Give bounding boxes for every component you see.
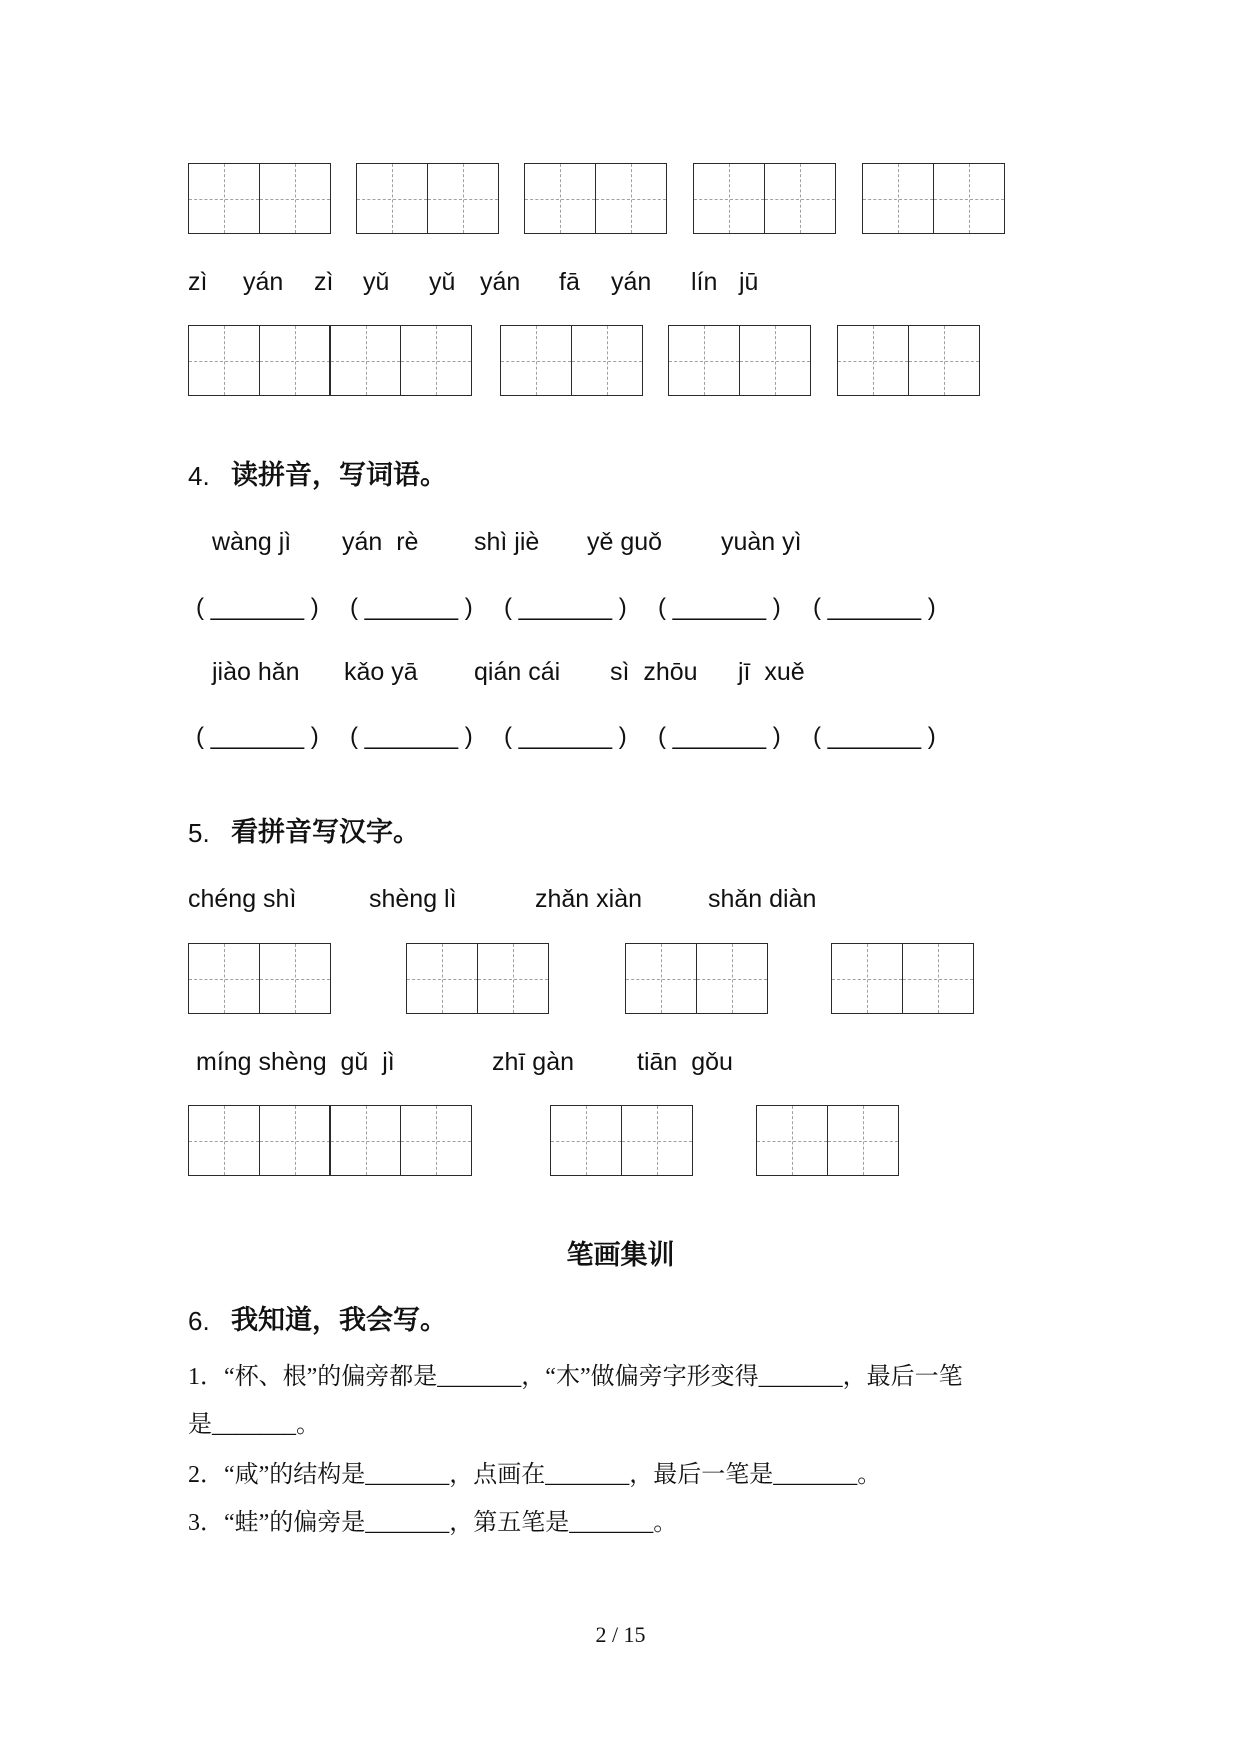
grid-cell xyxy=(524,163,596,234)
grid-cell xyxy=(571,325,643,396)
pinyin-label: yán rè xyxy=(342,528,419,556)
writing-grid xyxy=(188,163,331,234)
grid-cell xyxy=(400,325,472,396)
grid-cell xyxy=(477,943,549,1014)
pinyin-label: zhǎn xiàn xyxy=(535,885,643,913)
grid-cell xyxy=(764,163,836,234)
grid-cell xyxy=(668,325,740,396)
pinyin-label: chéng shì xyxy=(188,885,297,913)
grid-cell xyxy=(259,1105,331,1176)
grid-cell xyxy=(756,1105,828,1176)
writing-grid xyxy=(188,325,472,396)
pinyin-label: qián cái xyxy=(474,658,561,686)
pinyin-label: yǔ xyxy=(429,268,456,296)
answer-blank: ( _______ ) xyxy=(350,594,473,621)
grid-cell xyxy=(188,1105,260,1176)
grid-cell xyxy=(329,325,401,396)
answer-blank: ( _______ ) xyxy=(350,723,473,750)
answer-blank: ( _______ ) xyxy=(813,594,936,621)
grid-cell xyxy=(827,1105,899,1176)
writing-grid xyxy=(550,1105,693,1176)
pinyin-label: sì zhōu xyxy=(610,658,698,686)
pinyin-label: lín xyxy=(691,268,718,296)
writing-grid xyxy=(188,1105,472,1176)
pinyin-label: kǎo yā xyxy=(344,658,418,686)
grid-cell xyxy=(406,943,478,1014)
page-number: 2 / 15 xyxy=(595,1622,646,1647)
grid-cell xyxy=(837,325,909,396)
pinyin-label: yě guǒ xyxy=(587,528,663,556)
writing-grid xyxy=(500,325,643,396)
writing-grid xyxy=(524,163,667,234)
pinyin-label: yán xyxy=(243,268,284,296)
answer-blank: ( _______ ) xyxy=(658,723,781,750)
grid-cell xyxy=(259,325,331,396)
grid-cell xyxy=(595,163,667,234)
writing-grid xyxy=(406,943,549,1014)
section-title: 笔画集训 xyxy=(566,1240,675,1271)
answer-blank: ( _______ ) xyxy=(196,723,319,750)
pinyin-label: jū xyxy=(739,268,759,296)
grid-cell xyxy=(550,1105,622,1176)
pinyin-label: jī xuě xyxy=(738,658,805,686)
grid-cell xyxy=(356,163,428,234)
grid-cell xyxy=(696,943,768,1014)
question-number: 6. xyxy=(188,1306,210,1336)
grid-cell xyxy=(933,163,1005,234)
answer-blank: ( _______ ) xyxy=(504,594,627,621)
pinyin-label: zhī gàn xyxy=(492,1048,575,1076)
answer-blank: ( _______ ) xyxy=(504,723,627,750)
writing-grid xyxy=(862,163,1005,234)
pinyin-label: fā xyxy=(559,268,580,296)
writing-grid xyxy=(668,325,811,396)
pinyin-label: tiān gǒu xyxy=(637,1048,733,1076)
grid-cell xyxy=(862,163,934,234)
grid-cell xyxy=(329,1105,401,1176)
question-title: 看拼音写汉字。 xyxy=(231,817,420,848)
grid-cell xyxy=(831,943,903,1014)
writing-grid xyxy=(837,325,980,396)
pinyin-label: shì jiè xyxy=(474,528,540,556)
pinyin-label: zì xyxy=(188,268,208,296)
grid-cell xyxy=(908,325,980,396)
pinyin-label: yuàn yì xyxy=(721,528,802,556)
question-title: 读拼音，写词语。 xyxy=(231,460,447,491)
writing-grid xyxy=(625,943,768,1014)
grid-cell xyxy=(188,943,260,1014)
grid-cell xyxy=(188,163,260,234)
grid-cell xyxy=(693,163,765,234)
grid-cell xyxy=(259,943,331,1014)
question-item-line: 2．“咸”的结构是_______，点画在_______，最后一笔是_______。 xyxy=(188,1462,882,1488)
answer-blank: ( _______ ) xyxy=(196,594,319,621)
question-item-line: 3．“蛙”的偏旁是_______，第五笔是_______。 xyxy=(188,1510,678,1536)
question-item-line: 1．“杯、根”的偏旁都是_______，“木”做偏旁字形变得_______，最后一笔 xyxy=(188,1364,963,1390)
grid-cell xyxy=(739,325,811,396)
question-number: 5. xyxy=(188,818,210,848)
grid-cell xyxy=(625,943,697,1014)
grid-cell xyxy=(427,163,499,234)
pinyin-label: zì xyxy=(314,268,334,296)
grid-cell xyxy=(259,163,331,234)
answer-blank: ( _______ ) xyxy=(658,594,781,621)
grid-cell xyxy=(400,1105,472,1176)
question-number: 4. xyxy=(188,461,210,491)
question-title: 我知道，我会写。 xyxy=(231,1305,447,1336)
pinyin-label: shǎn diàn xyxy=(708,885,817,913)
writing-grid xyxy=(188,943,331,1014)
answer-blank: ( _______ ) xyxy=(813,723,936,750)
writing-grid xyxy=(356,163,499,234)
pinyin-label: yán xyxy=(480,268,521,296)
writing-grid xyxy=(756,1105,899,1176)
grid-cell xyxy=(188,325,260,396)
pinyin-label: míng shèng gǔ jì xyxy=(196,1048,395,1076)
grid-cell xyxy=(500,325,572,396)
grid-cell xyxy=(902,943,974,1014)
grid-cell xyxy=(621,1105,693,1176)
pinyin-label: yǔ xyxy=(363,268,390,296)
pinyin-label: wàng jì xyxy=(212,528,292,556)
writing-grid xyxy=(693,163,836,234)
pinyin-label: jiào hǎn xyxy=(212,658,300,686)
pinyin-label: yán xyxy=(611,268,652,296)
pinyin-label: shèng lì xyxy=(369,885,457,913)
question-item-line: 是_______。 xyxy=(188,1412,320,1438)
writing-grid xyxy=(831,943,974,1014)
